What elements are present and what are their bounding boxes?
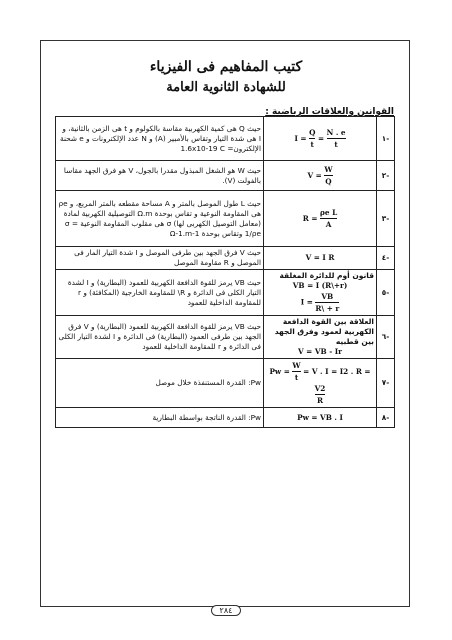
description-cell: حيث L طول الموصل بالمتر و A مساحة مقطعه بالمتر المربع، و ρe هى المقاومة النوعية و تقاس بوحدة Ω.m التوصيلية الكهربية لمادة (معامل التوصيل الكهربى لها) σ هى مقلوب المقاومة النوعية σ = 1/ρe وتقاس بوحدة Ω-1.m-1	[56, 191, 264, 247]
formula-cell	[264, 161, 377, 191]
formula-title: العلاقة بين القوة الدافعة الكهربية لعمود وفرق الجهد بين قطبيه	[274, 317, 374, 346]
formula-ohm: V = I R	[305, 253, 335, 262]
row-number: -٥	[377, 270, 395, 316]
row-number: -٦	[377, 316, 395, 359]
description-cell: حيث Q هى كمية الكهربية مقاسة بالكولوم و t هى الزمن بالثانية، و I هى شدة التيار وتقاس بالأمبير (A) و N عدد الإلكترونات و e شحنة الإلكترون= 1.6x10-19 C	[56, 117, 264, 161]
row-number: -٣	[377, 191, 395, 247]
row-number: -٧	[377, 359, 395, 408]
page-title: كتيب المفاهيم فى الفيزياء	[149, 59, 303, 75]
table-row	[56, 247, 395, 270]
description-cell: حيث VB يرمز للقوة الدافعة الكهربية للعمود (البطارية) و V فرق الجهد بين طرفى العمود (البطارية) فى الدائرة و I لشدة التيار الكلى فى الدائرة و r للمقاومة الداخلية للعمود	[56, 316, 264, 359]
formula-cell	[264, 359, 377, 408]
description-cell: Pw: القدرة الناتجة بواسطة البطارية	[56, 408, 264, 428]
formula-battery-power: Pw = VB . I	[297, 412, 343, 422]
formula-title: قانون أوم للدائرة المغلقة	[279, 271, 374, 280]
table-row	[56, 316, 395, 359]
table-row	[56, 117, 395, 161]
formula-closed-circuit-1: VB = I (R\+r)	[292, 281, 348, 290]
page-subtitle: للشهادة الثانوية العامة	[166, 80, 286, 95]
table-row	[56, 359, 395, 408]
table-row	[56, 191, 395, 247]
formula-current: I = $\frac{Q}{t}$ = $\frac{N . e}{t}$	[294, 128, 346, 149]
formula-cell	[264, 270, 377, 316]
formula-resistance: R = $\frac{\text{ρe L}}{A}$	[302, 208, 338, 229]
formula-cell	[264, 247, 377, 270]
formula-closed-circuit-2: I = $\frac{VB}{R\backslash + r}$	[300, 292, 340, 313]
description-cell: حيث VB يرمز للقوة الدافعة الكهربية للعمود (البطارية) و I لشدة التيار الكلى فى الدائرة و R\ للمقاومة الخارجية (المكافئة) و r للمقاومة الداخلية للعمود	[56, 270, 264, 316]
formula-cell	[264, 408, 377, 428]
formula-emf: V = VB - Ir	[297, 347, 343, 356]
table-row	[56, 161, 395, 191]
section-heading: القوانين والعلاقات الرياضية :	[265, 107, 394, 117]
formula-cell	[264, 191, 377, 247]
formula-cell	[264, 117, 377, 161]
row-number: -٨	[377, 408, 395, 428]
formula-cell	[264, 316, 377, 359]
row-number: -٢	[377, 161, 395, 191]
formula-power: Pw = $\frac{W}{t}$ = V . I = I2 . R = $\frac{V2}{R}$	[269, 361, 371, 405]
formula-voltage: V = $\frac{W}{Q}$	[307, 165, 333, 186]
description-cell: Pw: القدرة المستنفذة خلال موصل	[56, 359, 264, 408]
row-number: -١	[377, 117, 395, 161]
table-row	[56, 408, 395, 428]
laws-table	[55, 116, 395, 428]
page-number: ٢٨٤	[0, 598, 452, 617]
description-cell: حيث V فرق الجهد بين طرفى الموصل و I شدة التيار المار فى الموصل و R مقاومة الموصل	[56, 247, 264, 270]
row-number: -٤	[377, 247, 395, 270]
description-cell: حيث W هو الشغل المبذول مقدرا بالجول، V هو فرق الجهد مقاسا بالفولت (V).	[56, 161, 264, 191]
table-row	[56, 270, 395, 316]
